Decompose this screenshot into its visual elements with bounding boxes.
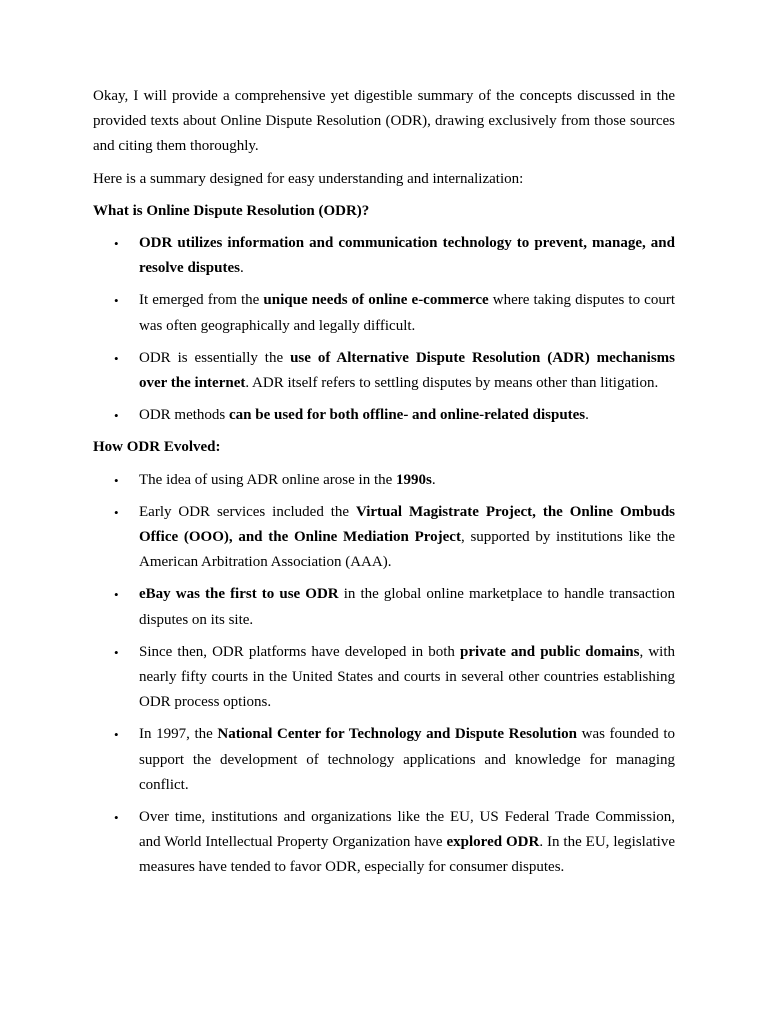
list-item: • Over time, institutions and organizations like the EU, US Federal Trade Commission, and World Intellectual Property Organization have explored ODR. In the EU, legislative measures have tended to favor ODR, especially for consumer disputes. (93, 805, 675, 881)
section-heading-how-odr-evolved: How ODR Evolved: (93, 439, 221, 456)
intro-paragraph: Okay, I will provide a comprehensive yet digestible summary of the concepts discussed in the provided texts about Online Dispute Resolution (ODR), drawing exclusively from those sources and citing them thoroughly. (93, 88, 675, 155)
bullet-icon: • (114, 727, 119, 743)
bullet-icon: • (114, 504, 119, 520)
bullet-icon: • (114, 293, 119, 309)
document-page (93, 84, 675, 888)
bullet-icon: • (114, 408, 119, 424)
list-item: • It emerged from the unique needs of online e-commerce where taking disputes to court was often geographically and legally difficult. (93, 288, 675, 338)
list-item: • ODR utilizes information and communication technology to prevent, manage, and resolve disputes. (93, 231, 675, 281)
bullet-icon: • (114, 472, 119, 488)
list-item: • Since then, ODR platforms have developed in both private and public domains, with nearly fifty courts in the United States and courts in several other countries establishing ODR process options. (93, 640, 675, 716)
bullet-list-what-is-odr (93, 231, 675, 428)
bullet-icon: • (114, 644, 119, 660)
bullet-icon: • (114, 236, 119, 252)
bullet-list-how-odr-evolved (93, 468, 675, 881)
bullet-icon: • (114, 810, 119, 826)
list-item: • The idea of using ADR online arose in the 1990s. (93, 468, 675, 493)
list-item: • eBay was the first to use ODR in the global online marketplace to handle transaction disputes on its site. (93, 582, 675, 632)
bullet-icon: • (114, 587, 119, 603)
section-heading-what-is-odr: What is Online Dispute Resolution (ODR)? (93, 202, 370, 219)
bullet-icon: • (114, 350, 119, 366)
list-item: • ODR methods can be used for both offline- and online-related disputes. (93, 403, 675, 428)
list-item: • ODR is essentially the use of Alternative Dispute Resolution (ADR) mechanisms over the internet. ADR itself refers to settling disputes by means other than litigation. (93, 346, 675, 396)
list-item: • In 1997, the National Center for Technology and Dispute Resolution was founded to support the development of technology applications and knowledge for managing conflict. (93, 722, 675, 798)
intro-lead-in: Here is a summary designed for easy understanding and internalization: (93, 170, 524, 187)
list-item: • Early ODR services included the Virtual Magistrate Project, the Online Ombuds Office (OOO), and the Online Mediation Project, supported by institutions like the American Arbitration Association (AAA). (93, 500, 675, 576)
